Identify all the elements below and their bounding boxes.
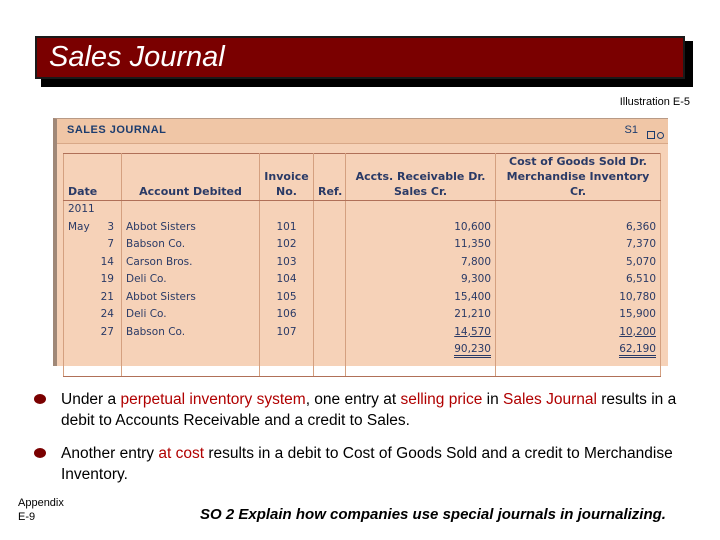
table-row <box>64 359 661 377</box>
ref-cell <box>314 236 346 254</box>
cogs-cell: 5,070 <box>496 254 661 272</box>
totals-row <box>64 341 661 359</box>
invoice-cell: 102 <box>260 236 314 254</box>
account-cell: Abbot Sisters <box>122 219 260 237</box>
table-row <box>64 306 661 324</box>
col-cogs: Cost of Goods Sold Dr. Merchandise Inventory Cr. <box>496 154 661 201</box>
table-row <box>64 271 661 289</box>
cogs-cell: 6,360 <box>496 219 661 237</box>
bullet-list <box>34 389 694 497</box>
journal-title: SALES JOURNAL <box>67 124 167 136</box>
ar-cell: 14,570 <box>454 325 491 338</box>
cogs-cell: 6,510 <box>496 271 661 289</box>
ref-cell <box>314 254 346 272</box>
year-cell: 2011 <box>64 201 122 219</box>
ar-cell: 15,400 <box>346 289 496 307</box>
cogs-cell: 10,780 <box>496 289 661 307</box>
cogs-total: 62,190 <box>619 343 656 358</box>
globe-icon <box>657 132 664 139</box>
ref-cell <box>314 289 346 307</box>
account-cell: Carson Bros. <box>122 254 260 272</box>
col-account: Account Debited <box>122 154 260 201</box>
account-cell: Deli Co. <box>122 306 260 324</box>
bullet-item: Another entry at cost results in a debit to Cost of Goods Sold and a credit to Merchandise Inventory. <box>34 443 694 485</box>
day-cell: 21 <box>100 290 114 303</box>
ar-cell: 21,210 <box>346 306 496 324</box>
table-row <box>64 219 661 237</box>
cogs-cell: 7,370 <box>496 236 661 254</box>
ar-cell: 7,800 <box>346 254 496 272</box>
col-ref: Ref. <box>314 154 346 201</box>
study-objective: SO 2 Explain how companies use special journals in journalizing. <box>200 506 666 523</box>
invoice-cell: 101 <box>260 219 314 237</box>
table-row <box>64 289 661 307</box>
ref-cell <box>314 271 346 289</box>
col-invoice: Invoice No. <box>260 154 314 201</box>
invoice-cell: 105 <box>260 289 314 307</box>
ar-cell: 11,350 <box>346 236 496 254</box>
day-cell: 24 <box>100 308 114 320</box>
appendix-label: Appendix E-9 <box>18 497 64 523</box>
table-row <box>64 254 661 272</box>
bullet-icon <box>34 448 46 458</box>
ref-cell <box>314 219 346 237</box>
cogs-cell: 15,900 <box>496 306 661 324</box>
table-row <box>64 201 661 219</box>
save-icon <box>647 131 655 139</box>
table-header-row <box>64 154 661 201</box>
invoice-cell: 103 <box>260 254 314 272</box>
ar-total: 90,230 <box>454 343 491 358</box>
day-cell: 27 <box>100 325 114 338</box>
table-row <box>64 236 661 254</box>
day-cell: 14 <box>100 255 114 268</box>
illustration-label: Illustration E-5 <box>619 96 690 108</box>
bullet-item: Under a perpetual inventory system, one entry at selling price in Sales Journal results in a debit to Accounts Receivable and a credit to Sales. <box>34 389 694 431</box>
journal-table <box>63 153 661 377</box>
month-cell: May <box>68 220 90 233</box>
bullet-icon <box>34 394 46 404</box>
cogs-cell: 10,200 <box>619 325 656 338</box>
account-cell: Deli Co. <box>122 271 260 289</box>
table-row <box>64 324 661 342</box>
invoice-cell: 106 <box>260 306 314 324</box>
col-ar: Accts. Receivable Dr. Sales Cr. <box>346 154 496 201</box>
ref-cell <box>314 306 346 324</box>
ar-cell: 10,600 <box>346 219 496 237</box>
day-cell: 19 <box>100 273 114 285</box>
col-date: Date <box>64 154 122 201</box>
day-cell: 3 <box>107 220 114 233</box>
sales-journal-figure <box>53 118 668 366</box>
slide-title: Sales Journal <box>35 36 685 79</box>
ar-cell: 9,300 <box>346 271 496 289</box>
account-cell: Babson Co. <box>122 324 260 342</box>
journal-header-bar <box>57 119 668 144</box>
day-cell: 7 <box>107 238 114 250</box>
account-cell: Babson Co. <box>122 236 260 254</box>
ref-cell <box>314 324 346 342</box>
invoice-cell: 104 <box>260 271 314 289</box>
invoice-cell: 107 <box>260 324 314 342</box>
account-cell: Abbot Sisters <box>122 289 260 307</box>
journal-ref: S1 <box>624 124 638 136</box>
